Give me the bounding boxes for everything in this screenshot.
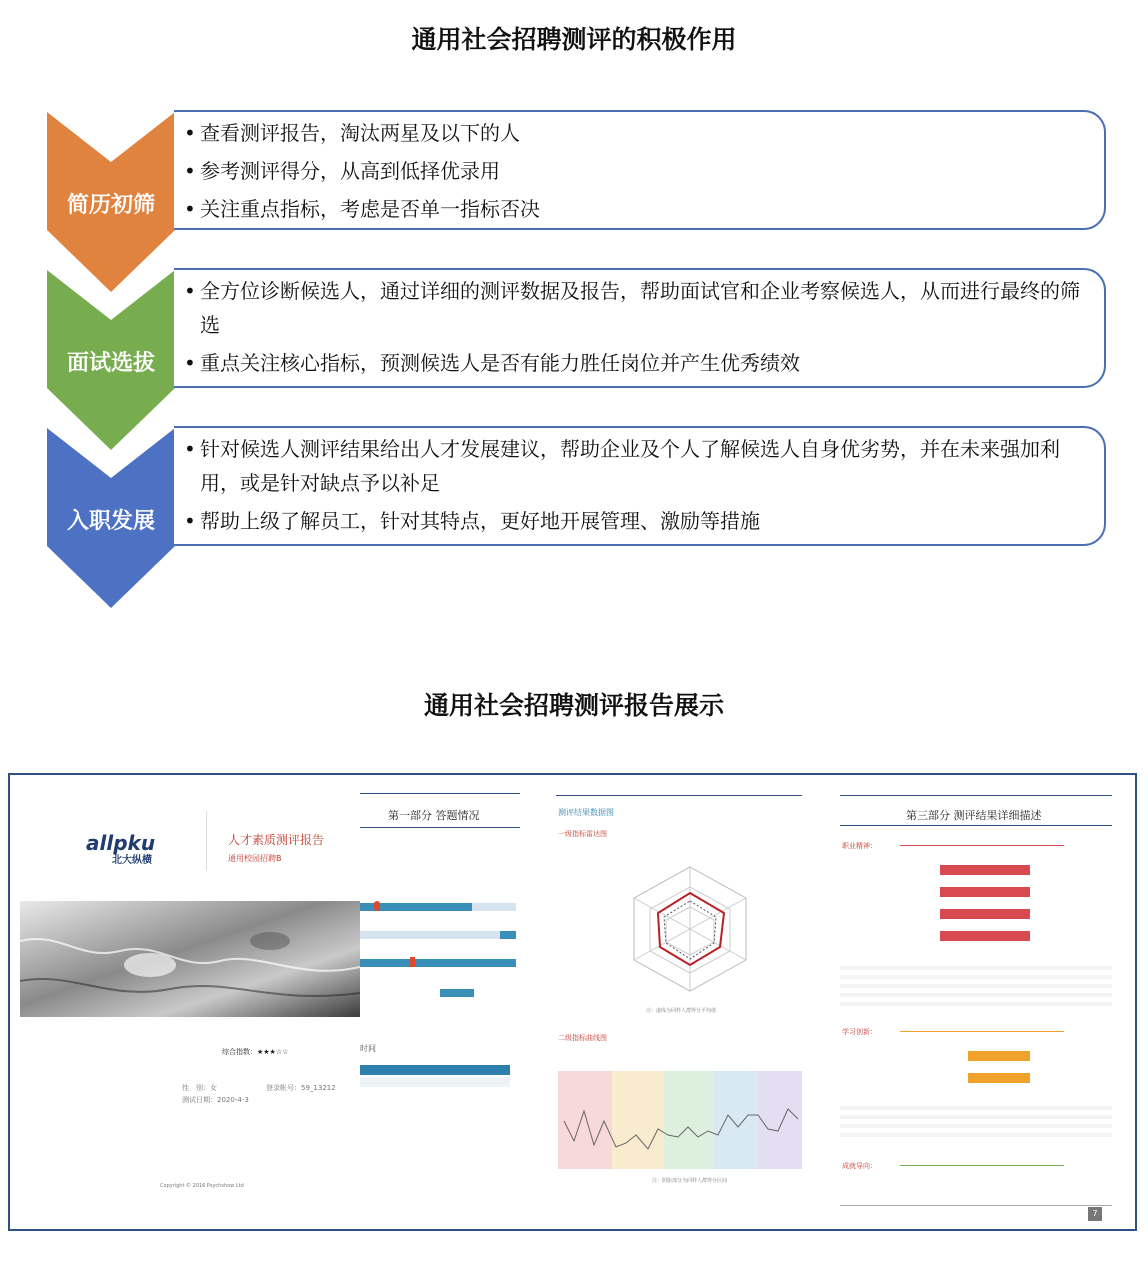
- progress-bar: [360, 959, 516, 967]
- section-title-report-showcase: 通用社会招聘测评报告展示: [423, 691, 724, 720]
- report-subtitle: 通用校园招聘B: [228, 854, 282, 863]
- radar-chart: [620, 863, 760, 993]
- line-chart-note: 注：阴影部分为同样人群得分区间: [652, 1178, 728, 1184]
- stage-label-resume-screening: 简历初筛: [66, 193, 155, 218]
- line-chart: [558, 1051, 802, 1171]
- list-item: • 重点关注核心指标，预测候选人是否有能力胜任岗位并产生优秀绩效: [184, 346, 1096, 380]
- list-item: • 帮助上级了解员工，针对其特点，更好地开展管理、激励等措施: [184, 504, 1096, 538]
- part1-title: 第一部分 答题情况: [388, 809, 480, 822]
- copyright: Copyright © 2016 Psychshow Ltd: [160, 1183, 244, 1189]
- part3-title: 第三部分 测评结果详细描述: [906, 809, 1042, 822]
- progress-bar: [360, 903, 516, 911]
- radar-title: 一级指标雷达图: [558, 830, 607, 838]
- time-label: 时间: [360, 1044, 376, 1053]
- section-title-benefits: 通用社会招聘测评的积极作用: [411, 25, 737, 54]
- report-page-part3: [840, 775, 1112, 1229]
- report-title: 人才素质测评报告: [228, 833, 325, 847]
- chart-section-title: 测评结果数据图: [558, 808, 614, 817]
- list-item: • 全方位诊断候选人，通过详细的测评数据及报告，帮助面试官和企业考察候选人，从而进行最终的筛选: [184, 274, 1096, 342]
- section-achievement-orientation: 成就导向：: [842, 1162, 877, 1170]
- list-item: • 参考测评得分，从高到低择优录用: [184, 154, 1096, 188]
- test-date-field: 测试日期：2020-4-3: [182, 1096, 249, 1104]
- page-number: 7: [1088, 1207, 1102, 1221]
- stage-label-onboarding-development: 入职发展: [66, 509, 155, 534]
- section-professionalism: 职业精神：: [842, 842, 877, 850]
- list-item: • 针对候选人测评结果给出人才发展建议，帮助企业及个人了解候选人自身优劣势，并在未来强加利用，或是针对缺点予以补足: [184, 432, 1096, 500]
- stage-label-interview-selection: 面试选拔: [66, 351, 155, 376]
- puzzle-image: [20, 901, 360, 1017]
- report-cover-page: [10, 775, 360, 1229]
- company-logo: allpku 北大纵横: [86, 831, 156, 866]
- section-learning-innovation: 学习创新：: [842, 1028, 877, 1036]
- list-item: • 查看测评报告，淘汰两星及以下的人: [184, 116, 1096, 150]
- overall-score: 综合指数：★★★☆☆: [222, 1048, 289, 1056]
- report-page-charts: [556, 775, 802, 1229]
- report-showcase-frame: [8, 773, 1137, 1231]
- radar-note: 注：虚线为同样人群得分平均值: [646, 1008, 717, 1014]
- stage-box-resume-screening: [174, 110, 1106, 230]
- account-field: 登录帐号：59_13212: [266, 1084, 336, 1092]
- progress-bar: [360, 931, 516, 939]
- report-page-part1: [360, 775, 520, 1229]
- line-chart-title: 二级指标曲线图: [558, 1034, 607, 1042]
- gender-field: 性 别：女: [182, 1084, 217, 1092]
- list-item: • 关注重点指标，考虑是否单一指标否决: [184, 192, 1096, 226]
- stage-box-onboarding-development: [174, 426, 1106, 546]
- stage-box-interview-selection: [174, 268, 1106, 388]
